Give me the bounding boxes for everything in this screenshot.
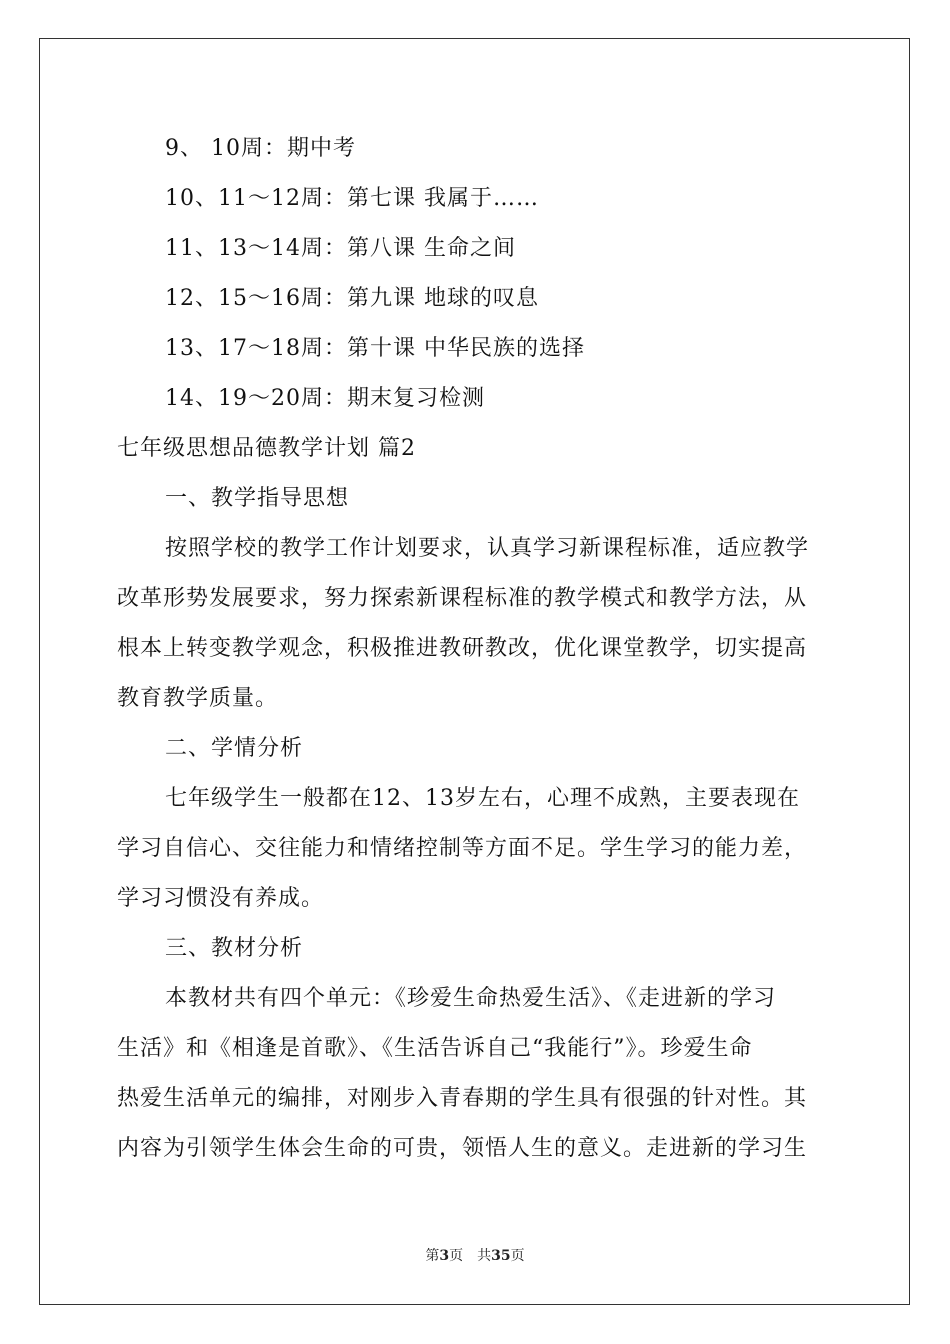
schedule-item: 13、17～18周：第十课 中华民族的选择: [165, 336, 585, 361]
paragraph-line: 教育教学质量。: [117, 686, 279, 711]
paragraph-line: 本教材共有四个单元：《珍爱生命热爱生活》、《走进新的学习: [165, 986, 777, 1011]
footer-suffix: 页: [510, 1248, 525, 1264]
paragraph-line: 内容为引领学生体会生命的可贵，领悟人生的意义。走进新的学习生: [117, 1136, 808, 1161]
footer-mid: 页 共: [449, 1248, 492, 1264]
paragraph-line: 改革形势发展要求，努力探索新课程标准的教学模式和教学方法，从: [117, 586, 808, 611]
paragraph-line: 生活》和《相逢是首歌》、《生活告诉自己“我能行”》。珍爱生命: [117, 1036, 753, 1061]
footer-prefix: 第: [425, 1248, 440, 1264]
paragraph-line: 学习习惯没有养成。: [117, 886, 325, 911]
page-frame: [39, 38, 910, 1305]
paragraph-line: 学习自信心、交往能力和情绪控制等方面不足。学生学习的能力差，: [117, 836, 808, 861]
heading-textbook-analysis: 三、教材分析: [165, 936, 304, 961]
schedule-item: 12、15～16周：第九课 地球的叹息: [165, 286, 539, 311]
schedule-item: 11、13～14周：第八课 生命之间: [165, 236, 516, 261]
schedule-item: 9、 10周：期中考: [165, 136, 356, 161]
schedule-item: 10、11～12周：第七课 我属于……: [165, 186, 539, 211]
footer-total-pages: 35: [491, 1248, 511, 1264]
paragraph-line: 根本上转变教学观念，积极推进教研教改，优化课堂教学，切实提高: [117, 636, 808, 661]
heading-guiding-ideology: 一、教学指导思想: [165, 486, 350, 511]
page-footer: [0, 1246, 950, 1266]
schedule-item: 14、19～20周：期末复习检测: [165, 386, 485, 411]
paragraph-line: 热爱生活单元的编排，对刚步入青春期的学生具有很强的针对性。其: [117, 1086, 808, 1111]
paragraph-line: 七年级学生一般都在12、13岁左右，心理不成熟，主要表现在: [165, 786, 800, 811]
footer-current-page: 3: [439, 1248, 450, 1264]
paragraph-line: 按照学校的教学工作计划要求，认真学习新课程标准，适应教学: [165, 536, 810, 561]
heading-student-analysis: 二、学情分析: [165, 736, 304, 761]
section-title: 七年级思想品德教学计划 篇2: [117, 436, 416, 461]
